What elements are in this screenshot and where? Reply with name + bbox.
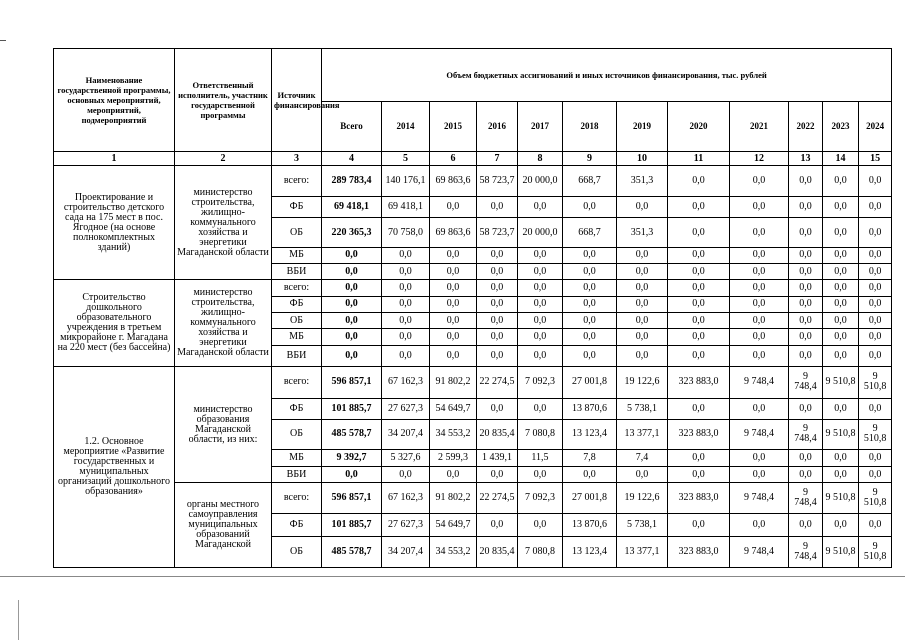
- value-cell: 0,0: [617, 329, 668, 345]
- value-cell: 0,0: [563, 313, 617, 329]
- value-cell: 0,0: [477, 247, 518, 263]
- value-cell: 0,0: [563, 196, 617, 217]
- executor-cell: министерство строительства, жилищно-коммунального хозяйства и энергетики Магаданской области: [175, 166, 272, 280]
- value-cell: 0,0: [518, 398, 563, 419]
- total-cell: 485 578,7: [322, 537, 382, 568]
- column-number: 14: [823, 151, 859, 165]
- source-cell: МБ: [272, 329, 322, 345]
- value-cell: 0,0: [668, 449, 730, 466]
- header-year: 2020: [668, 102, 730, 152]
- value-cell: 58 723,7: [477, 166, 518, 197]
- value-cell: 0,0: [789, 398, 823, 419]
- value-cell: 0,0: [477, 329, 518, 345]
- value-cell: 9 748,4: [730, 483, 789, 514]
- value-cell: 0,0: [730, 466, 789, 482]
- value-cell: 0,0: [382, 466, 430, 482]
- value-cell: 69 863,6: [430, 166, 477, 197]
- value-cell: 0,0: [789, 466, 823, 482]
- value-cell: 0,0: [430, 313, 477, 329]
- source-cell: всего:: [272, 280, 322, 296]
- source-cell: ФБ: [272, 513, 322, 536]
- total-cell: 596 857,1: [322, 367, 382, 399]
- value-cell: 0,0: [563, 466, 617, 482]
- total-cell: 101 885,7: [322, 398, 382, 419]
- value-cell: 13 123,4: [563, 537, 617, 568]
- total-cell: 0,0: [322, 313, 382, 329]
- value-cell: 0,0: [823, 218, 859, 248]
- source-cell: МБ: [272, 247, 322, 263]
- value-cell: 0,0: [789, 247, 823, 263]
- value-cell: 0,0: [823, 166, 859, 197]
- header-total: Всего: [322, 102, 382, 152]
- value-cell: 0,0: [430, 466, 477, 482]
- header-source: Источник финансирования: [272, 49, 322, 152]
- value-cell: 9 510,8: [859, 420, 892, 450]
- source-cell: всего:: [272, 166, 322, 197]
- value-cell: 0,0: [823, 247, 859, 263]
- value-cell: 0,0: [518, 296, 563, 312]
- header-year: 2019: [617, 102, 668, 152]
- column-number: 10: [617, 151, 668, 165]
- header-year: 2014: [382, 102, 430, 152]
- value-cell: 351,3: [617, 218, 668, 248]
- value-cell: 0,0: [859, 313, 892, 329]
- value-cell: 0,0: [730, 296, 789, 312]
- column-number: 2: [175, 151, 272, 165]
- value-cell: 0,0: [859, 466, 892, 482]
- value-cell: 0,0: [859, 398, 892, 419]
- column-number: 12: [730, 151, 789, 165]
- value-cell: 0,0: [789, 313, 823, 329]
- source-cell: ВБИ: [272, 466, 322, 482]
- value-cell: 0,0: [823, 264, 859, 280]
- table-row: [54, 280, 892, 296]
- header-row-1: [54, 49, 892, 102]
- value-cell: 91 802,2: [430, 367, 477, 399]
- value-cell: 0,0: [430, 329, 477, 345]
- value-cell: 67 162,3: [382, 367, 430, 399]
- value-cell: 0,0: [563, 329, 617, 345]
- source-cell: всего:: [272, 483, 322, 514]
- header-name: Наименование государственной программы, основных мероприятий, мероприятий, подмероприятий: [54, 49, 175, 152]
- value-cell: 13 123,4: [563, 420, 617, 450]
- value-cell: 0,0: [668, 247, 730, 263]
- value-cell: 0,0: [859, 513, 892, 536]
- value-cell: 0,0: [668, 296, 730, 312]
- value-cell: 9 510,8: [823, 483, 859, 514]
- value-cell: 0,0: [477, 345, 518, 366]
- header-volume: Объем бюджетных ассигнований и иных источников финансирования, тыс. рублей: [322, 49, 892, 102]
- value-cell: 0,0: [668, 398, 730, 419]
- value-cell: 668,7: [563, 218, 617, 248]
- value-cell: 5 327,6: [382, 449, 430, 466]
- column-number: 11: [668, 151, 730, 165]
- value-cell: 0,0: [430, 196, 477, 217]
- value-cell: 0,0: [382, 247, 430, 263]
- value-cell: 27 627,3: [382, 398, 430, 419]
- value-cell: 0,0: [668, 466, 730, 482]
- value-cell: 0,0: [823, 280, 859, 296]
- value-cell: 0,0: [668, 280, 730, 296]
- column-number: 1: [54, 151, 175, 165]
- value-cell: 13 377,1: [617, 420, 668, 450]
- column-number: 6: [430, 151, 477, 165]
- header-year: 2017: [518, 102, 563, 152]
- column-number: 3: [272, 151, 322, 165]
- source-cell: ОБ: [272, 420, 322, 450]
- value-cell: 9 510,8: [859, 537, 892, 568]
- value-cell: 0,0: [823, 196, 859, 217]
- source-cell: ОБ: [272, 218, 322, 248]
- value-cell: 323 883,0: [668, 367, 730, 399]
- value-cell: 9 510,8: [859, 483, 892, 514]
- value-cell: 0,0: [382, 329, 430, 345]
- value-cell: 9 748,4: [789, 537, 823, 568]
- value-cell: 0,0: [668, 264, 730, 280]
- value-cell: 11,5: [518, 449, 563, 466]
- value-cell: 0,0: [518, 313, 563, 329]
- value-cell: 0,0: [477, 280, 518, 296]
- source-cell: ФБ: [272, 196, 322, 217]
- value-cell: 0,0: [563, 247, 617, 263]
- value-cell: 0,0: [563, 296, 617, 312]
- value-cell: 0,0: [730, 513, 789, 536]
- value-cell: 9 748,4: [730, 367, 789, 399]
- value-cell: 0,0: [617, 313, 668, 329]
- value-cell: 0,0: [617, 264, 668, 280]
- value-cell: 0,0: [823, 345, 859, 366]
- value-cell: 0,0: [382, 280, 430, 296]
- value-cell: 0,0: [730, 280, 789, 296]
- value-cell: 19 122,6: [617, 367, 668, 399]
- value-cell: 0,0: [518, 280, 563, 296]
- value-cell: 67 162,3: [382, 483, 430, 514]
- value-cell: 9 510,8: [823, 537, 859, 568]
- value-cell: 22 274,5: [477, 483, 518, 514]
- value-cell: 0,0: [668, 329, 730, 345]
- value-cell: 9 510,8: [823, 367, 859, 399]
- header-executor: Ответственный исполнитель, участник государственной программы: [175, 49, 272, 152]
- executor-cell: министерство строительства, жилищно-коммунального хозяйства и энергетики Магаданской области: [175, 280, 272, 367]
- value-cell: 0,0: [477, 296, 518, 312]
- value-cell: 668,7: [563, 166, 617, 197]
- value-cell: 13 870,6: [563, 398, 617, 419]
- value-cell: 0,0: [477, 264, 518, 280]
- value-cell: 0,0: [823, 398, 859, 419]
- column-number: 13: [789, 151, 823, 165]
- value-cell: 0,0: [617, 296, 668, 312]
- value-cell: 0,0: [617, 345, 668, 366]
- value-cell: 0,0: [823, 513, 859, 536]
- value-cell: 0,0: [477, 466, 518, 482]
- value-cell: 0,0: [430, 264, 477, 280]
- total-cell: 69 418,1: [322, 196, 382, 217]
- value-cell: 22 274,5: [477, 367, 518, 399]
- value-cell: 323 883,0: [668, 420, 730, 450]
- value-cell: 20 835,4: [477, 420, 518, 450]
- program-name-cell: 1.2. Основное мероприятие «Развитие государственных и муниципальных организаций дошкольного образования»: [54, 367, 175, 568]
- value-cell: 323 883,0: [668, 483, 730, 514]
- value-cell: 0,0: [859, 329, 892, 345]
- header-year: 2016: [477, 102, 518, 152]
- value-cell: 0,0: [518, 345, 563, 366]
- value-cell: 0,0: [563, 264, 617, 280]
- column-number: 9: [563, 151, 617, 165]
- source-cell: ФБ: [272, 296, 322, 312]
- value-cell: 0,0: [518, 329, 563, 345]
- value-cell: 9 748,4: [730, 537, 789, 568]
- value-cell: 0,0: [382, 313, 430, 329]
- value-cell: 9 748,4: [789, 483, 823, 514]
- total-cell: 101 885,7: [322, 513, 382, 536]
- source-cell: ВБИ: [272, 345, 322, 366]
- value-cell: 0,0: [859, 280, 892, 296]
- value-cell: 9 510,8: [823, 420, 859, 450]
- value-cell: 0,0: [789, 280, 823, 296]
- value-cell: 7 092,3: [518, 367, 563, 399]
- source-cell: всего:: [272, 367, 322, 399]
- total-cell: 0,0: [322, 280, 382, 296]
- value-cell: 27 001,8: [563, 483, 617, 514]
- value-cell: 0,0: [730, 196, 789, 217]
- executor-cell: органы местного самоуправления муниципальных образований Магаданской: [175, 483, 272, 568]
- value-cell: 0,0: [859, 247, 892, 263]
- value-cell: 0,0: [789, 449, 823, 466]
- header-year: 2023: [823, 102, 859, 152]
- value-cell: 0,0: [430, 247, 477, 263]
- program-name-cell: Строительство дошкольного образовательного учреждения в третьем микрорайоне г. Магадана на 220 мест (без бассейна): [54, 280, 175, 367]
- value-cell: 69 863,6: [430, 218, 477, 248]
- value-cell: 7,8: [563, 449, 617, 466]
- value-cell: 0,0: [563, 280, 617, 296]
- value-cell: 0,0: [668, 513, 730, 536]
- value-cell: 0,0: [789, 329, 823, 345]
- total-cell: 220 365,3: [322, 218, 382, 248]
- header-year: 2024: [859, 102, 892, 152]
- scan-artifact-bottom: [0, 576, 905, 577]
- value-cell: 0,0: [617, 466, 668, 482]
- value-cell: 0,0: [477, 513, 518, 536]
- source-cell: ОБ: [272, 537, 322, 568]
- value-cell: 0,0: [518, 196, 563, 217]
- value-cell: 0,0: [668, 345, 730, 366]
- source-cell: ОБ: [272, 313, 322, 329]
- total-cell: 0,0: [322, 296, 382, 312]
- column-number: 8: [518, 151, 563, 165]
- value-cell: 54 649,7: [430, 398, 477, 419]
- value-cell: 0,0: [823, 466, 859, 482]
- value-cell: 7,4: [617, 449, 668, 466]
- value-cell: 0,0: [859, 345, 892, 366]
- value-cell: 7 092,3: [518, 483, 563, 514]
- value-cell: 0,0: [859, 449, 892, 466]
- source-cell: ВБИ: [272, 264, 322, 280]
- value-cell: 0,0: [430, 296, 477, 312]
- value-cell: 20 835,4: [477, 537, 518, 568]
- value-cell: 0,0: [730, 247, 789, 263]
- total-cell: 0,0: [322, 264, 382, 280]
- header-year: 2022: [789, 102, 823, 152]
- value-cell: 0,0: [789, 166, 823, 197]
- value-cell: 9 748,4: [789, 420, 823, 450]
- value-cell: 0,0: [477, 313, 518, 329]
- value-cell: 0,0: [382, 296, 430, 312]
- value-cell: 0,0: [430, 345, 477, 366]
- value-cell: 0,0: [617, 247, 668, 263]
- value-cell: 20 000,0: [518, 166, 563, 197]
- value-cell: 2 599,3: [430, 449, 477, 466]
- value-cell: 70 758,0: [382, 218, 430, 248]
- value-cell: 0,0: [518, 513, 563, 536]
- value-cell: 34 553,2: [430, 537, 477, 568]
- value-cell: 34 207,4: [382, 537, 430, 568]
- value-cell: 0,0: [477, 398, 518, 419]
- total-cell: 0,0: [322, 329, 382, 345]
- value-cell: 91 802,2: [430, 483, 477, 514]
- value-cell: 0,0: [859, 296, 892, 312]
- value-cell: 0,0: [668, 218, 730, 248]
- value-cell: 0,0: [518, 466, 563, 482]
- value-cell: 7 080,8: [518, 420, 563, 450]
- value-cell: 0,0: [563, 345, 617, 366]
- value-cell: 0,0: [789, 196, 823, 217]
- scan-artifact-top-left: [0, 40, 6, 41]
- value-cell: 0,0: [730, 329, 789, 345]
- value-cell: 5 738,1: [617, 398, 668, 419]
- value-cell: 0,0: [823, 296, 859, 312]
- value-cell: 19 122,6: [617, 483, 668, 514]
- value-cell: 0,0: [617, 280, 668, 296]
- table-row: [54, 483, 892, 514]
- value-cell: 13 377,1: [617, 537, 668, 568]
- scan-artifact-left-edge: [18, 600, 19, 640]
- column-number: 4: [322, 151, 382, 165]
- value-cell: 0,0: [789, 296, 823, 312]
- value-cell: 27 001,8: [563, 367, 617, 399]
- value-cell: 0,0: [789, 513, 823, 536]
- source-cell: МБ: [272, 449, 322, 466]
- value-cell: 0,0: [823, 313, 859, 329]
- value-cell: 323 883,0: [668, 537, 730, 568]
- value-cell: 140 176,1: [382, 166, 430, 197]
- value-cell: 0,0: [859, 264, 892, 280]
- value-cell: 0,0: [518, 264, 563, 280]
- value-cell: 34 207,4: [382, 420, 430, 450]
- value-cell: 69 418,1: [382, 196, 430, 217]
- table-row: [54, 166, 892, 197]
- value-cell: 0,0: [730, 264, 789, 280]
- total-cell: 0,0: [322, 247, 382, 263]
- value-cell: 5 738,1: [617, 513, 668, 536]
- value-cell: 0,0: [859, 218, 892, 248]
- value-cell: 0,0: [668, 313, 730, 329]
- value-cell: 0,0: [617, 196, 668, 217]
- program-name-cell: Проектирование и строительство детского сада на 175 мест в пос. Ягодное (на основе полнокомплектных зданий): [54, 166, 175, 280]
- column-number-row: [54, 151, 892, 165]
- value-cell: 0,0: [430, 280, 477, 296]
- value-cell: 20 000,0: [518, 218, 563, 248]
- total-cell: 485 578,7: [322, 420, 382, 450]
- value-cell: 0,0: [730, 166, 789, 197]
- value-cell: 27 627,3: [382, 513, 430, 536]
- source-cell: ФБ: [272, 398, 322, 419]
- value-cell: 9 510,8: [859, 367, 892, 399]
- column-number: 7: [477, 151, 518, 165]
- header-year: 2021: [730, 102, 789, 152]
- header-year: 2018: [563, 102, 617, 152]
- column-number: 15: [859, 151, 892, 165]
- value-cell: 0,0: [668, 166, 730, 197]
- value-cell: 0,0: [730, 313, 789, 329]
- total-cell: 0,0: [322, 345, 382, 366]
- value-cell: 351,3: [617, 166, 668, 197]
- value-cell: 0,0: [730, 449, 789, 466]
- value-cell: 0,0: [823, 329, 859, 345]
- table-row: [54, 367, 892, 399]
- value-cell: 0,0: [859, 166, 892, 197]
- value-cell: 0,0: [518, 247, 563, 263]
- value-cell: 0,0: [730, 398, 789, 419]
- column-number: 5: [382, 151, 430, 165]
- value-cell: 0,0: [823, 449, 859, 466]
- value-cell: 0,0: [789, 218, 823, 248]
- value-cell: 0,0: [382, 345, 430, 366]
- value-cell: 0,0: [477, 196, 518, 217]
- value-cell: 0,0: [730, 345, 789, 366]
- value-cell: 0,0: [730, 218, 789, 248]
- total-cell: 9 392,7: [322, 449, 382, 466]
- value-cell: 9 748,4: [730, 420, 789, 450]
- value-cell: 0,0: [789, 345, 823, 366]
- total-cell: 289 783,4: [322, 166, 382, 197]
- value-cell: 0,0: [668, 196, 730, 217]
- value-cell: 58 723,7: [477, 218, 518, 248]
- executor-cell: министерство образования Магаданской области, из них:: [175, 367, 272, 483]
- value-cell: 0,0: [859, 196, 892, 217]
- value-cell: 54 649,7: [430, 513, 477, 536]
- value-cell: 7 080,8: [518, 537, 563, 568]
- value-cell: 34 553,2: [430, 420, 477, 450]
- value-cell: 13 870,6: [563, 513, 617, 536]
- total-cell: 596 857,1: [322, 483, 382, 514]
- value-cell: 0,0: [789, 264, 823, 280]
- header-year: 2015: [430, 102, 477, 152]
- value-cell: 9 748,4: [789, 367, 823, 399]
- value-cell: 1 439,1: [477, 449, 518, 466]
- budget-table: [53, 48, 892, 568]
- total-cell: 0,0: [322, 466, 382, 482]
- value-cell: 0,0: [382, 264, 430, 280]
